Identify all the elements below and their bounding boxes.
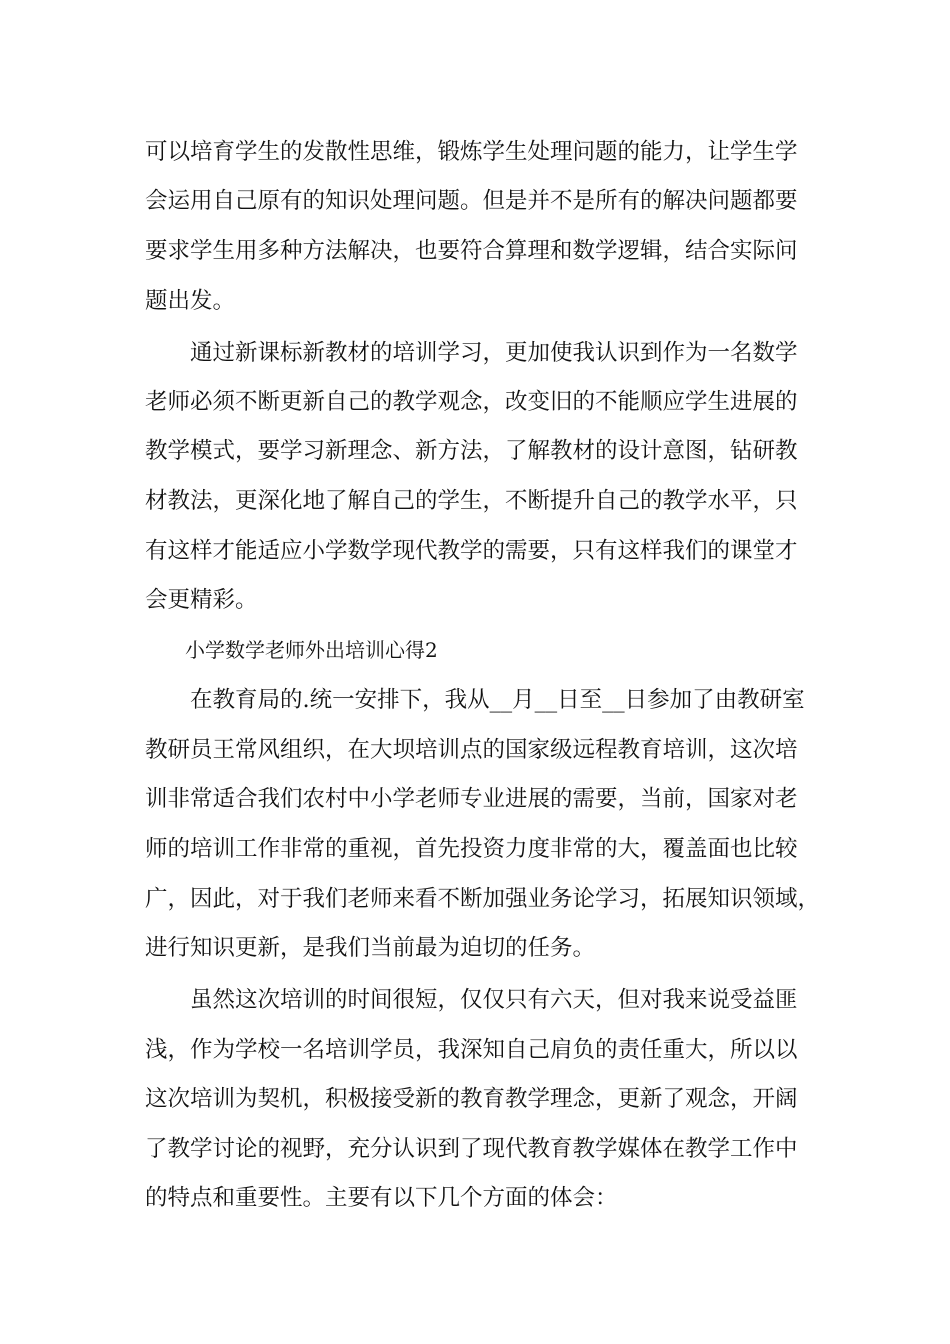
text-line: 通过新课标新教材的培训学习，更加使我认识到作为一名数学 xyxy=(145,340,798,366)
text-line: 浅，作为学校一名培训学员，我深知自己肩负的责任重大，所以以 xyxy=(145,1037,798,1063)
text-line: 这次培训为契机，积极接受新的教育教学理念，更新了观念，开阔 xyxy=(145,1086,798,1112)
section-heading: 小学数学老师外出培训心得2 xyxy=(145,638,438,662)
text-line: 教研员王常风组织，在大坝培训点的国家级远程教育培训，这次培 xyxy=(145,737,798,763)
text-line: 会更精彩。 xyxy=(145,587,258,613)
text-line: 师的培训工作非常的重视，首先投资力度非常的大，覆盖面也比较 xyxy=(145,836,798,862)
text-line: 题出发。 xyxy=(145,288,236,314)
text-line: 了教学讨论的视野，充分认识到了现代教育教学媒体在教学工作中 xyxy=(145,1136,798,1162)
text-line: 训非常适合我们农村中小学老师专业进展的需要，当前，国家对老 xyxy=(145,786,798,812)
text-line: 会运用自己原有的知识处理问题。但是并不是所有的解决问题都要 xyxy=(145,188,798,214)
text-line: 要求学生用多种方法解决，也要符合算理和数学逻辑，结合实际问 xyxy=(145,238,798,264)
text-line: 材教法，更深化地了解自己的学生，不断提升自己的教学水平，只 xyxy=(145,488,798,514)
text-line: 广，因此，对于我们老师来看不断加强业务论学习，拓展知识领域， xyxy=(145,886,821,912)
text-line: 可以培育学生的发散性思维，锻炼学生处理问题的能力，让学生学 xyxy=(145,139,798,165)
text-line: 在教育局的.统一安排下，我从__月__日至__日参加了由教研室 xyxy=(145,687,805,713)
text-line: 有这样才能适应小学数学现代教学的需要，只有这样我们的课堂才 xyxy=(145,538,798,564)
text-line: 的特点和重要性。主要有以下几个方面的体会： xyxy=(145,1185,618,1211)
text-line: 进行知识更新，是我们当前最为迫切的任务。 xyxy=(145,935,596,961)
text-line: 虽然这次培训的时间很短，仅仅只有六天，但对我来说受益匪 xyxy=(145,987,798,1013)
text-line: 教学模式，要学习新理念、新方法，了解教材的设计意图，钻研教 xyxy=(145,438,798,464)
text-line: 老师必须不断更新自己的教学观念，改变旧的不能顺应学生进展的 xyxy=(145,389,798,415)
